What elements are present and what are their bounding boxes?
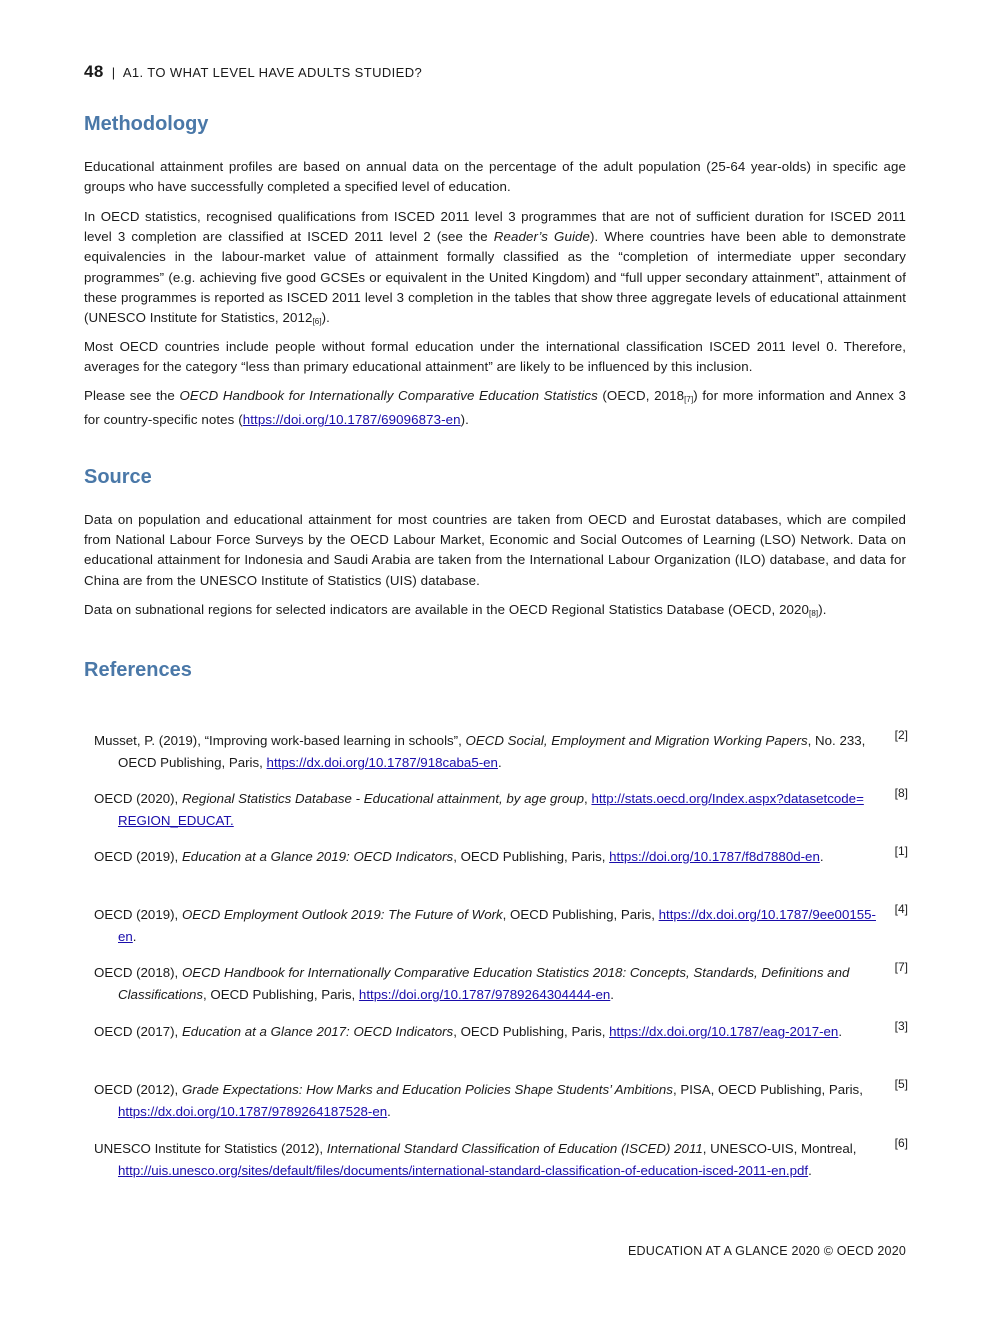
text-run: . xyxy=(132,929,137,944)
reference-link[interactable]: https://doi.org/10.1787/f8d7880d-en xyxy=(609,849,820,864)
methodology-heading: Methodology xyxy=(84,113,209,135)
reference-item xyxy=(94,1079,908,1123)
text-run: ) for more information and Annex 3 for country-specific notes ( xyxy=(84,388,906,428)
reference-item xyxy=(94,962,908,1006)
methodology-paragraph-1: Educational attainment profiles are based on annual data on the percentage of the adult population (25-64 year-olds) in specific age groups who have successfully completed a specified level of education. xyxy=(84,159,906,195)
reference-item xyxy=(94,730,908,774)
citation-ref: [8] xyxy=(809,609,819,618)
reference-link[interactable]: http://stats.oecd.org/Index.aspx?datasetcode= REGION_EDUCAT. xyxy=(118,791,864,828)
methodology-paragraph-2 xyxy=(84,207,906,332)
annex-link[interactable]: https://doi.org/10.1787/69096873-en xyxy=(242,412,461,428)
text-run: OECD (2012), xyxy=(94,1082,182,1097)
reference-number: [7] xyxy=(894,960,908,974)
text-run: , No. 233, OECD Publishing, Paris, xyxy=(118,733,866,770)
reference-title: OECD Social, Employment and Migration Working Papers xyxy=(465,733,808,748)
methodology-paragraph-3: Most OECD countries include people without formal education under the international classification ISCED 2011 level 0. Therefore, averages for the category “less than primary educational attainment” are likely to be influenced by this inclusion. xyxy=(84,339,906,375)
text-run: OECD (2019), xyxy=(94,907,182,922)
reference-number: [2] xyxy=(894,728,908,742)
chapter-title: A1. TO WHAT LEVEL HAVE ADULTS STUDIED? xyxy=(122,65,423,80)
reference-item xyxy=(94,904,908,948)
text-run: OECD (2020), xyxy=(94,791,182,806)
reference-title: Education at a Glance 2017: OECD Indicators xyxy=(181,1024,454,1039)
text-run: , OECD Publishing, Paris, xyxy=(453,849,610,864)
text-run: ). xyxy=(460,412,469,428)
text-run: OECD (2019), xyxy=(94,849,182,864)
text-run: Data on subnational regions for selected indicators are available in the OECD Regional Statistics Database (OECD, 2020 xyxy=(84,602,810,617)
reference-title: Grade Expectations: How Marks and Education Policies Shape Students’ Ambitions xyxy=(181,1082,673,1097)
source-heading: Source xyxy=(84,466,152,488)
text-run: . xyxy=(610,987,614,1002)
text-run: ). xyxy=(321,310,330,326)
reference-link[interactable]: http://uis.unesco.org/sites/default/files/documents/international-standard-classification-of-education-isced-2011-en.pdf xyxy=(118,1163,809,1178)
reference-link[interactable]: https://dx.doi.org/10.1787/918caba5-en xyxy=(266,755,498,770)
reference-number: [1] xyxy=(894,844,908,858)
text-run: , PISA, OECD Publishing, Paris, xyxy=(672,1082,863,1097)
reference-number: [4] xyxy=(894,902,908,916)
handbook-title: OECD Handbook for Internationally Comparative Education Statistics xyxy=(179,388,598,403)
references-heading: References xyxy=(84,659,192,681)
reference-title: Regional Statistics Database - Educational attainment, by age group xyxy=(181,791,585,806)
text-run: Please see the xyxy=(84,388,180,403)
readers-guide-title: Reader’s Guide xyxy=(493,229,591,245)
text-run: . xyxy=(808,1163,812,1178)
page-footer: EDUCATION AT A GLANCE 2020 © OECD 2020 xyxy=(627,1244,906,1258)
reference-link[interactable]: https://doi.org/10.1787/9789264304444-en xyxy=(358,987,611,1002)
reference-number: [8] xyxy=(894,786,908,800)
reference-title: OECD Employment Outlook 2019: The Future of Work xyxy=(181,907,503,922)
text-run: Musset, P. (2019), “Improving work-based learning in schools”, xyxy=(94,733,466,748)
text-run: , UNESCO-UIS, Montreal, xyxy=(702,1141,857,1156)
reference-item xyxy=(94,846,908,868)
text-run: . xyxy=(497,755,502,770)
text-run: . xyxy=(387,1104,391,1119)
methodology-paragraph-4 xyxy=(84,386,906,430)
header-separator: | xyxy=(111,65,116,80)
text-run: UNESCO Institute for Statistics (2012), xyxy=(94,1141,327,1156)
reference-number: [3] xyxy=(894,1019,908,1033)
text-run: OECD (2017), xyxy=(94,1024,182,1039)
reference-item xyxy=(94,1138,908,1182)
text-run: OECD (2018), xyxy=(94,965,182,980)
reference-link[interactable]: https://dx.doi.org/10.1787/9789264187528-en xyxy=(118,1104,388,1119)
page-header xyxy=(84,62,422,82)
page-number: 48 xyxy=(84,62,104,81)
text-run: . xyxy=(819,849,824,864)
text-run: ). xyxy=(818,602,827,617)
reference-item xyxy=(94,1021,908,1043)
text-run: ). Where countries have been able to demonstrate equivalencies in the labour-market value of attainment formally classified as the “completion of intermediate upper secondary programmes” (e.g. achieving five good GCSEs or equivalent in the United Kingdom) and “full upper secondary attainment”, attainment of these programmes is reported as ISCED 2011 level 3 completion in the tables that show three aggregate levels of educational attainment (UNESCO Institute for Statistics, 2012 xyxy=(84,229,906,326)
reference-title: International Standard Classification of Education (ISCED) 2011 xyxy=(326,1141,703,1156)
text-run: In OECD statistics, recognised qualifications from ISCED 2011 level 3 programmes that are not of sufficient duration for ISCED 2011 level 3 completion are classified at ISCED 2011 level 2 (see the xyxy=(84,209,906,245)
text-run: , OECD Publishing, Paris, xyxy=(202,987,359,1002)
citation-ref: [6] xyxy=(312,317,322,327)
text-run: . xyxy=(838,1024,843,1039)
citation-ref: [7] xyxy=(684,395,694,404)
reference-number: [5] xyxy=(894,1077,908,1091)
reference-title: Education at a Glance 2019: OECD Indicators xyxy=(181,849,454,864)
source-paragraph-2 xyxy=(84,600,906,624)
reference-link[interactable]: https://dx.doi.org/10.1787/9ee00155-en xyxy=(118,907,876,944)
text-run: , xyxy=(584,791,592,806)
reference-item xyxy=(94,788,908,832)
text-run: (OECD, 2018 xyxy=(597,388,685,403)
reference-link[interactable]: https://dx.doi.org/10.1787/eag-2017-en xyxy=(609,1024,839,1039)
text-run: , OECD Publishing, Paris, xyxy=(453,1024,610,1039)
text-run: , OECD Publishing, Paris, xyxy=(502,907,659,922)
source-paragraph-1: Data on population and educational attainment for most countries are taken from OECD and Eurostat databases, which are compiled from National Labour Force Surveys by the OECD Labour Market, Economic and Social Outcomes of Learning (LSO) Network. Data on educational attainment for Indonesia and Saudi Arabia are taken from the International Labour Organization (ILO) database, and data for China are from the UNESCO Institute of Statistics (UIS) database. xyxy=(84,512,906,588)
reference-title: OECD Handbook for Internationally Comparative Education Statistics 2018: Concepts, Standards, Definitions and Classifications xyxy=(118,965,850,1002)
reference-number: [6] xyxy=(894,1136,908,1150)
